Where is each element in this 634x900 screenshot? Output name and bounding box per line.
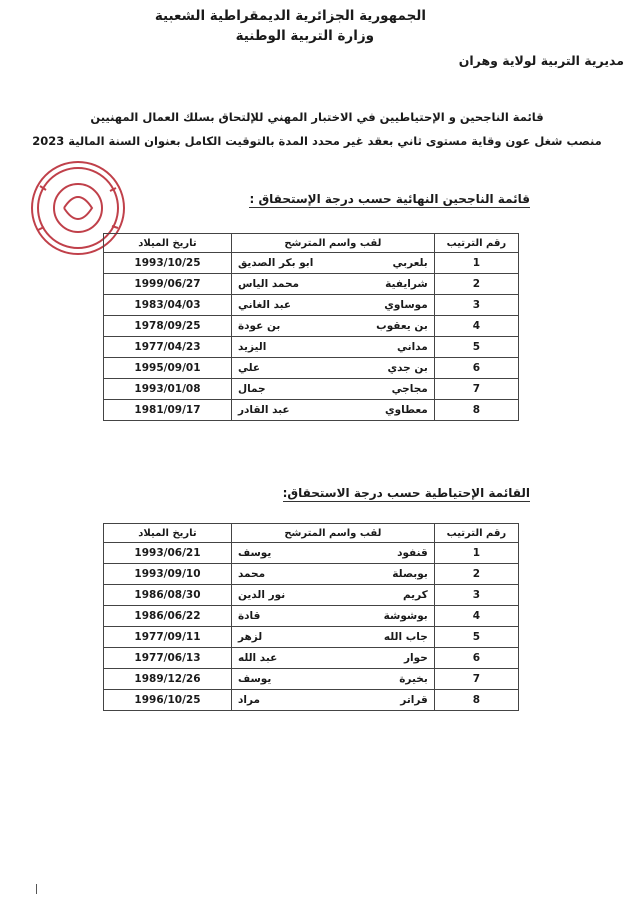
document-title-line2: منصب شغل عون وقاية مستوى ثاني بعقد غير محدد المدة بالتوقيت الكامل بعنوان السنة المالية 2023 [32, 134, 602, 148]
first-name-cell: محمد الياس [231, 274, 340, 295]
col-dob-header: تاريخ الميلاد [104, 524, 232, 543]
table-row [104, 606, 519, 627]
col-name-header: لقب واسم المترشح [231, 524, 434, 543]
first-name-cell: يوسف [231, 543, 340, 564]
dob-cell: 1993/10/25 [104, 253, 232, 274]
rank-cell: 2 [434, 564, 518, 585]
first-name-cell: محمد [231, 564, 340, 585]
rank-cell: 1 [434, 543, 518, 564]
table-row [104, 379, 519, 400]
first-name-cell: اليزيد [231, 337, 340, 358]
first-name-cell: ابو بكر الصديق [231, 253, 340, 274]
table-row [104, 669, 519, 690]
table-row [104, 358, 519, 379]
rank-cell: 4 [434, 606, 518, 627]
first-name-cell: يوسف [231, 669, 340, 690]
last-name-cell: بوشوشة [340, 606, 434, 627]
header-republic: الجمهورية الجزائرية الديمقراطية الشعبية [154, 8, 426, 24]
dob-cell: 1989/12/26 [104, 669, 232, 690]
reserve-list-heading: القائمة الإحتياطية حسب درجة الاستحقاق: [282, 486, 530, 500]
reserve-list-table [103, 523, 519, 711]
rank-cell: 5 [434, 337, 518, 358]
rank-cell: 8 [434, 400, 518, 421]
first-name-cell: قادة [231, 606, 340, 627]
last-name-cell: بخيرة [340, 669, 434, 690]
table-row [104, 316, 519, 337]
dob-cell: 1996/10/25 [104, 690, 232, 711]
last-name-cell: مجاجي [340, 379, 434, 400]
last-name-cell: شرايفية [340, 274, 434, 295]
page-edge-mark [36, 884, 37, 894]
table-row [104, 337, 519, 358]
table-row [104, 627, 519, 648]
last-name-cell: حوار [340, 648, 434, 669]
last-name-cell: قنفود [340, 543, 434, 564]
rank-cell: 5 [434, 627, 518, 648]
table-row [104, 543, 519, 564]
last-name-cell: موساوي [340, 295, 434, 316]
first-name-cell: علي [231, 358, 340, 379]
dob-cell: 1993/06/21 [104, 543, 232, 564]
table-row [104, 295, 519, 316]
rank-cell: 6 [434, 358, 518, 379]
table-row [104, 253, 519, 274]
first-name-cell: لزهر [231, 627, 340, 648]
table-row [104, 690, 519, 711]
first-name-cell: عبد الغاني [231, 295, 340, 316]
table-header-row [104, 234, 519, 253]
table-row [104, 564, 519, 585]
dob-cell: 1986/08/30 [104, 585, 232, 606]
rank-cell: 1 [434, 253, 518, 274]
rank-cell: 8 [434, 690, 518, 711]
rank-cell: 6 [434, 648, 518, 669]
rank-cell: 3 [434, 295, 518, 316]
first-name-cell: جمال [231, 379, 340, 400]
last-name-cell: جاب الله [340, 627, 434, 648]
header-ministry: وزارة التربية الوطنية [235, 28, 374, 44]
rank-cell: 7 [434, 669, 518, 690]
table-row [104, 585, 519, 606]
last-name-cell: بوبصلة [340, 564, 434, 585]
dob-cell: 1986/06/22 [104, 606, 232, 627]
dob-cell: 1983/04/03 [104, 295, 232, 316]
last-name-cell: مداني [340, 337, 434, 358]
dob-cell: 1999/06/27 [104, 274, 232, 295]
last-name-cell: معطاوي [340, 400, 434, 421]
table-row [104, 648, 519, 669]
col-dob-header: تاريخ الميلاد [104, 234, 232, 253]
rank-cell: 7 [434, 379, 518, 400]
col-name-header: لقب واسم المترشح [231, 234, 434, 253]
col-rank-header: رقم الترتيب [434, 524, 518, 543]
dob-cell: 1977/06/13 [104, 648, 232, 669]
final-list-heading: قائمة الناجحين النهائية حسب درجة الإستحقاق : [249, 192, 530, 206]
dob-cell: 1981/09/17 [104, 400, 232, 421]
dob-cell: 1995/09/01 [104, 358, 232, 379]
final-list-table [103, 233, 519, 421]
dob-cell: 1993/01/08 [104, 379, 232, 400]
table-header-row [104, 524, 519, 543]
dob-cell: 1993/09/10 [104, 564, 232, 585]
first-name-cell: عبد القادر [231, 400, 340, 421]
table-row [104, 400, 519, 421]
rank-cell: 2 [434, 274, 518, 295]
last-name-cell: كريم [340, 585, 434, 606]
table-row [104, 274, 519, 295]
first-name-cell: عبد الله [231, 648, 340, 669]
last-name-cell: بن جدي [340, 358, 434, 379]
col-rank-header: رقم الترتيب [434, 234, 518, 253]
rank-cell: 4 [434, 316, 518, 337]
last-name-cell: بلعربي [340, 253, 434, 274]
rank-cell: 3 [434, 585, 518, 606]
last-name-cell: بن يعقوب [340, 316, 434, 337]
dob-cell: 1977/09/11 [104, 627, 232, 648]
dob-cell: 1977/04/23 [104, 337, 232, 358]
first-name-cell: نور الدين [231, 585, 340, 606]
last-name-cell: قراتر [340, 690, 434, 711]
document-title-line1: قائمة الناجحين و الإحتياطيين في الاختبار المهني للإلتحاق بسلك العمال المهنيين [90, 110, 544, 124]
dob-cell: 1978/09/25 [104, 316, 232, 337]
first-name-cell: بن عودة [231, 316, 340, 337]
header-directorate: مديرية التربية لولاية وهران [458, 53, 624, 68]
first-name-cell: مراد [231, 690, 340, 711]
